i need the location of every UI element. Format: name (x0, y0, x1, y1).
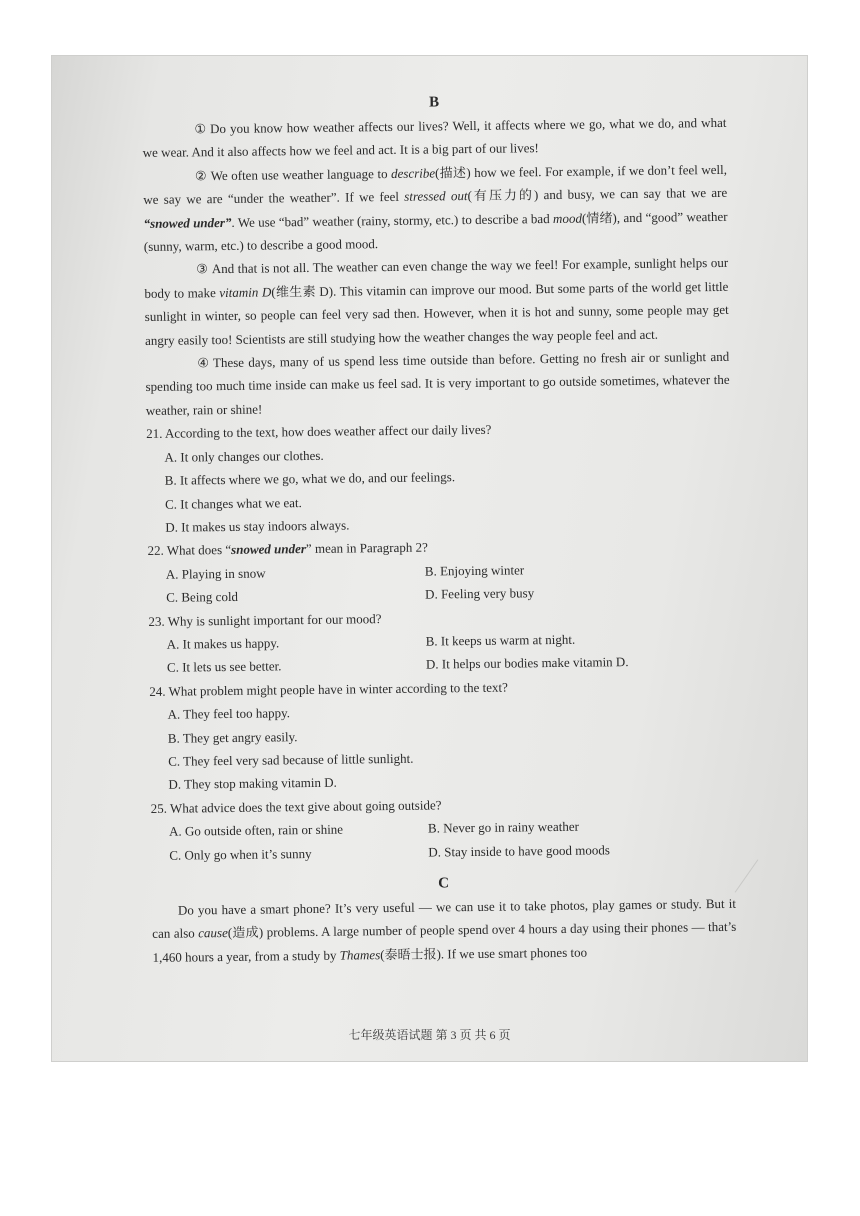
term-thames: Thames (339, 946, 381, 963)
paragraph-2 (143, 158, 728, 259)
term-snowed-under: snowed under (231, 541, 306, 558)
paragraph-text: Do you know how weather affects our lives? Well, it affects where we go, what we do, and what we wear. And it also affects how we feel and act. It is a big part of our lives! (142, 114, 727, 161)
paragraph-text: (描述) how we feel. For example, if we don’t feel well, we say we are “under the weather”. If we feel (143, 161, 728, 208)
option-d: D. They stop making vitamin D. (168, 775, 337, 793)
option-d: D. It helps our bodies make vitamin D. (425, 654, 629, 672)
page-footer: 七年级英语试题 第 3 页 共 6 页 (348, 1028, 511, 1042)
option-c: C. Only go when it’s sunny (169, 845, 312, 863)
option-d: D. Stay inside to have good moods (428, 841, 610, 860)
paragraph-4 (145, 345, 730, 422)
term-describe: describe (390, 165, 436, 181)
option-c: C. It changes what we eat. (164, 494, 302, 512)
option-d: D. Feeling very busy (425, 585, 535, 602)
term-stressed-out: stressed out (404, 188, 468, 205)
option-b: B. Enjoying winter (424, 562, 525, 579)
paragraph-text: . We use “bad” weather (rainy, stormy, etc.) to describe a bad (231, 210, 554, 230)
option-c: C. Being cold (166, 588, 239, 605)
option-a: A. Playing in snow (165, 565, 266, 582)
paragraph-c1 (152, 892, 737, 969)
paper-crease (735, 859, 759, 892)
term-mood: mood (552, 210, 582, 226)
option-b: B. It affects where we go, what we do, and our feelings. (164, 469, 456, 488)
paragraph-text: (维生素 D). This vitamin can improve our mood. But some parts of the world get little sunlight in winter, so people can feel very sad then. However, when it is hot and sunny, some people may get angry easily too! Scientists are still studying how the weather changes the way people feel and act. (144, 278, 729, 348)
paragraph-text: (造成) problems. A large number of people spend over 4 hours a day using their phones — that’s 1,460 hours a year, from a study by (152, 919, 737, 965)
section-c (152, 868, 737, 969)
stem-text: 22. What does “ (147, 542, 232, 559)
question-23 (148, 602, 733, 679)
question-24 (149, 673, 734, 797)
option-b: B. Never go in rainy weather (427, 818, 579, 836)
question-stem: 23. Why is sunlight important for our mood? (148, 610, 382, 629)
paragraph-number: ④ (197, 355, 210, 371)
question-stem: 25. What advice does the text give about going outside? (150, 797, 442, 816)
option-c: C. They feel very sad because of little sunlight. (168, 750, 414, 769)
section-c-label: C (438, 875, 450, 892)
question-22 (147, 532, 732, 609)
option-a: A. Go outside often, rain or shine (168, 821, 344, 839)
page-content (142, 87, 737, 969)
paragraph-number: ① (194, 121, 207, 137)
paragraph-text: These days, many of us spend less time outside than before. Getting no fresh air or sunlight and spending too much time inside can make us feel sad. It is very important to go outside sometimes, whatever the weather, rain or shine! (145, 348, 730, 418)
option-b: B. It keeps us warm at night. (425, 631, 576, 649)
question-25 (151, 790, 736, 867)
option-c: C. It lets us see better. (166, 658, 282, 676)
paragraph-number: ③ (196, 261, 208, 277)
term-snowed-under: “snowed under” (143, 214, 232, 231)
paragraph-text: (泰晤士报). If we use smart phones too (380, 944, 588, 962)
term-vitamin-d: vitamin D (219, 284, 272, 300)
stem-text: ” mean in Paragraph 2? (305, 539, 428, 557)
paragraph-number: ② (194, 168, 207, 184)
option-d: D. It makes us stay indoors always. (165, 517, 350, 535)
paragraph-text: And that is not all. The weather can even change the way we feel! For example, sunlight helps our body to make (144, 255, 729, 301)
option-b: B. They get angry easily. (167, 728, 298, 746)
paragraph-text: We often use weather language to (210, 165, 392, 183)
question-21 (146, 415, 731, 539)
option-a: A. It makes us happy. (166, 635, 280, 652)
paragraph-1 (142, 111, 727, 165)
question-stem: 24. What problem might people have in winter according to the text? (149, 679, 508, 699)
option-a: A. They feel too happy. (167, 705, 291, 722)
paragraph-text: (情绪), and “good” weather (sunny, warm, etc.) to describe a good mood. (143, 208, 728, 255)
option-a: A. It only changes our clothes. (164, 447, 324, 465)
paragraph-text: (有压力的) and busy, we can say that we are (467, 185, 728, 204)
question-stem: 21. According to the text, how does weather affect our daily lives? (146, 422, 492, 442)
paragraph-text: Do you have a smart phone? It’s very useful — we can use it to take photos, play games or study. But it can also (152, 895, 737, 942)
section-b-label: B (429, 94, 440, 111)
term-cause: cause (198, 925, 228, 941)
paragraph-3 (144, 251, 729, 352)
scanned-exam-page (52, 56, 807, 1061)
